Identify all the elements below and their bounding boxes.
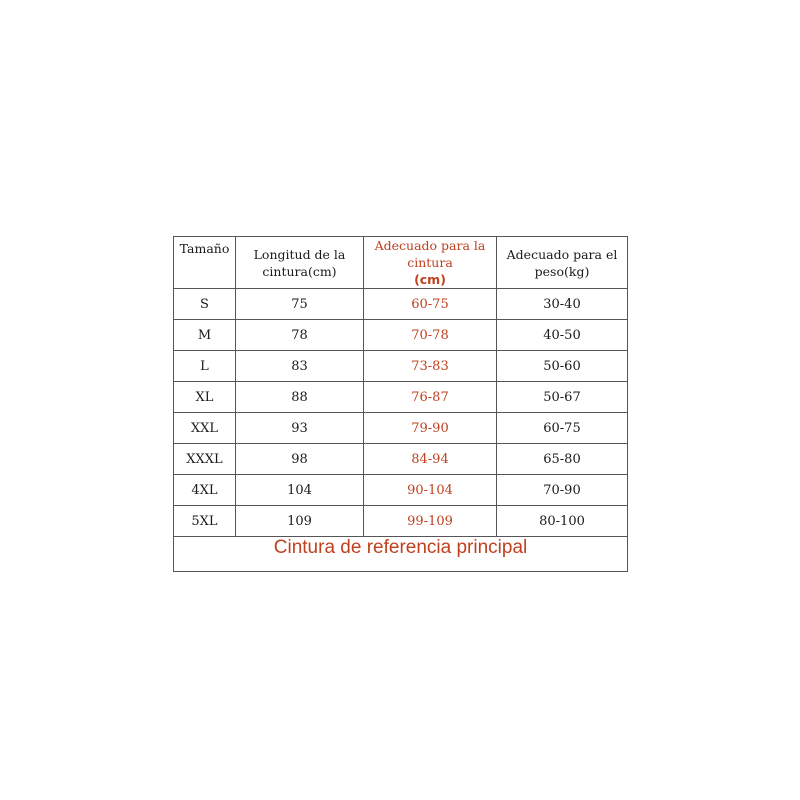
header-fit-waist-line2-unit: (cm) [414, 272, 446, 287]
cell-weight: 65-80 [497, 444, 628, 475]
cell-length: 78 [236, 320, 364, 351]
footer-note: Cintura de referencia principal [174, 537, 628, 572]
table-row [174, 289, 628, 320]
header-fit-weight-line2: peso(kg) [534, 263, 590, 279]
cell-waist: 84-94 [364, 444, 497, 475]
cell-size: 4XL [174, 475, 236, 506]
cell-weight: 40-50 [497, 320, 628, 351]
header-fit-waist-line2 [364, 254, 496, 288]
cell-length: 104 [236, 475, 364, 506]
cell-weight: 70-90 [497, 475, 628, 506]
table-row [174, 506, 628, 537]
cell-length: 83 [236, 351, 364, 382]
header-waist-length [236, 237, 364, 289]
cell-size: S [174, 289, 236, 320]
header-row [174, 237, 628, 289]
table-row [174, 444, 628, 475]
cell-size: 5XL [174, 506, 236, 537]
cell-size: XL [174, 382, 236, 413]
header-fit-waist [364, 237, 497, 289]
cell-waist: 76-87 [364, 382, 497, 413]
size-chart-table [173, 236, 628, 572]
header-fit-weight-line1: Adecuado para el [506, 246, 618, 262]
header-fit-weight [497, 237, 628, 289]
header-size-label: Tamaño [179, 241, 230, 256]
header-size [174, 237, 236, 289]
cell-weight: 60-75 [497, 413, 628, 444]
cell-length: 75 [236, 289, 364, 320]
cell-weight: 50-67 [497, 382, 628, 413]
cell-size: XXL [174, 413, 236, 444]
cell-length: 98 [236, 444, 364, 475]
cell-size: L [174, 351, 236, 382]
cell-waist: 73-83 [364, 351, 497, 382]
cell-length: 88 [236, 382, 364, 413]
table-row [174, 413, 628, 444]
footer-row [174, 537, 628, 572]
cell-waist: 70-78 [364, 320, 497, 351]
cell-weight: 30-40 [497, 289, 628, 320]
table-row [174, 320, 628, 351]
header-waist-length-line1: Longitud de la [253, 246, 346, 262]
cell-waist: 99-109 [364, 506, 497, 537]
table-row [174, 382, 628, 413]
header-fit-waist-line2-text: cintura [407, 255, 453, 270]
cell-waist: 79-90 [364, 413, 497, 444]
cell-length: 109 [236, 506, 364, 537]
cell-size: XXXL [174, 444, 236, 475]
header-fit-waist-line1: Adecuado para la [374, 238, 486, 253]
cell-weight: 50-60 [497, 351, 628, 382]
cell-waist: 90-104 [364, 475, 497, 506]
cell-length: 93 [236, 413, 364, 444]
cell-size: M [174, 320, 236, 351]
table-row [174, 475, 628, 506]
cell-weight: 80-100 [497, 506, 628, 537]
table-row [174, 351, 628, 382]
cell-waist: 60-75 [364, 289, 497, 320]
header-waist-length-line2: cintura(cm) [262, 263, 337, 279]
